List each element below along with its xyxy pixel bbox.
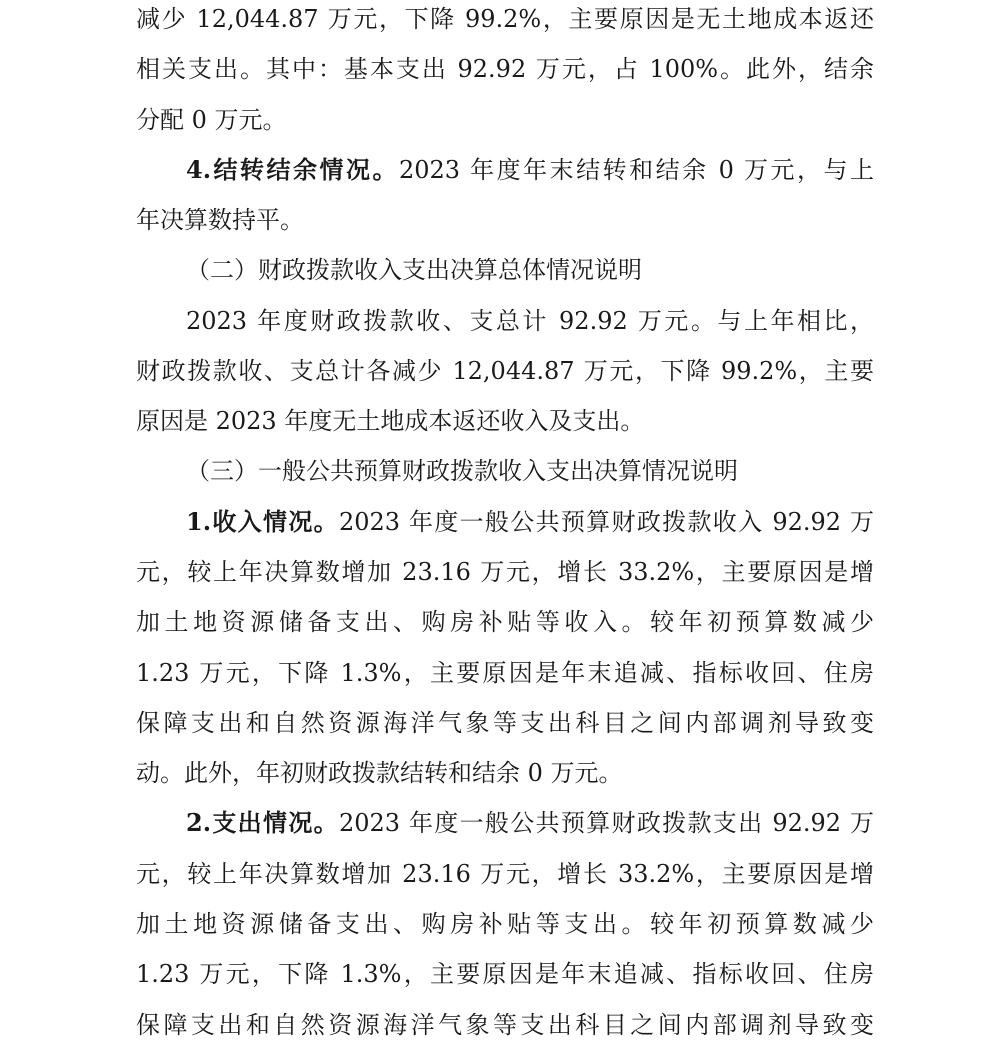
paragraph-line: 保障支出和自然资源海洋气象等支出科目之间内部调剂导致变 <box>136 1011 874 1039</box>
paragraph-line: 保障支出和自然资源海洋气象等支出科目之间内部调剂导致变 <box>136 709 874 737</box>
paragraph-line: 减少 12,044.87 万元，下降 99.2%，主要原因是无土地成本返还 <box>136 5 874 33</box>
paragraph-line: 加土地资源储备支出、购房补贴等支出。较年初预算数减少 <box>136 910 874 938</box>
section-title-3: （三）一般公共预算财政拨款收入支出决算情况说明 <box>186 457 738 485</box>
paragraph-line: 1.23 万元，下降 1.3%，主要原因是年末追减、指标收回、住房 <box>136 659 874 687</box>
paragraph-line: 2023 年度财政拨款收、支总计 92.92 万元。与上年相比， <box>186 307 874 335</box>
paragraph-line: 1.23 万元，下降 1.3%，主要原因是年末追减、指标收回、住房 <box>136 960 874 988</box>
paragraph-line: 分配 0 万元。 <box>136 106 287 134</box>
paragraph-line: 动。此外，年初财政拨款结转和结余 0 万元。 <box>136 759 623 787</box>
section-title-2: （二）财政拨款收入支出决算总体情况说明 <box>186 256 642 284</box>
section-heading-expense: 2.支出情况。 <box>186 808 339 837</box>
paragraph-line: 元，较上年决算数增加 23.16 万元，增长 33.2%，主要原因是增 <box>136 558 874 586</box>
paragraph-line: 元，较上年决算数增加 23.16 万元，增长 33.2%，主要原因是增 <box>136 860 874 888</box>
paragraph-line: 1.收入情况。2023 年度一般公共预算财政拨款收入 92.92 万 <box>186 507 874 536</box>
paragraph-line: 4.结转结余情况。2023 年度年末结转和结余 0 万元，与上 <box>186 155 875 184</box>
paragraph-line: 财政拨款收、支总计各减少 12,044.87 万元，下降 99.2%，主要 <box>136 357 874 385</box>
paragraph-line: 相关支出。其中：基本支出 92.92 万元，占 100%。此外，结余 <box>136 55 874 83</box>
paragraph-line: 2.支出情况。2023 年度一般公共预算财政拨款支出 92.92 万 <box>186 808 874 837</box>
section-heading-carryover: 4.结转结余情况。 <box>186 155 399 184</box>
section-heading-income: 1.收入情况。 <box>186 507 339 536</box>
paragraph-line: 年决算数持平。 <box>136 206 304 234</box>
paragraph-line: 原因是 2023 年度无土地成本返还收入及支出。 <box>136 407 645 435</box>
paragraph-line: 加土地资源储备支出、购房补贴等收入。较年初预算数减少 <box>136 608 874 636</box>
